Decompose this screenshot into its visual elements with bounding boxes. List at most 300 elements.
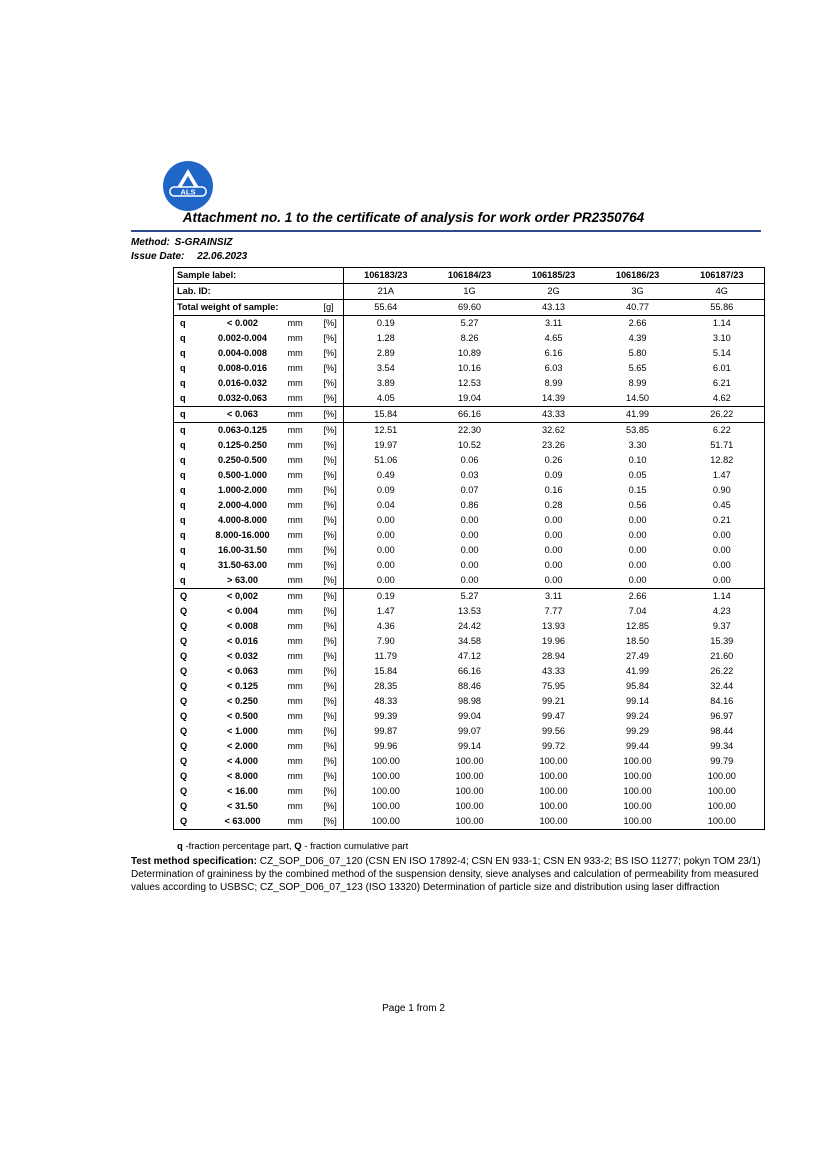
value-cell: 6.03 (544, 363, 563, 373)
fraction-type: Q (180, 606, 188, 616)
fraction-row (174, 649, 765, 664)
spec-text: CZ_SOP_D06_07_120 (CSN EN ISO 17892-4; CSN EN 933-1; CSN EN 933-2; BS ISO 11277; pokyn TOM 23/1) Determination of graininess by the combined method of the suspension density, sieve analyses and calculation of permeability from measured values according to USBSC; CZ_SOP_D06_07_123 (ISO 13320) Determination of particle size and distribution using laser diffraction (131, 856, 761, 893)
fraction-range: 0.125-0.250 (217, 440, 268, 450)
fraction-range: < 8.000 (227, 771, 258, 781)
value-cell: 7.04 (628, 606, 647, 616)
sample-label-cell: 106184/23 (447, 270, 492, 280)
logo-text: ALS (180, 187, 196, 197)
fraction-type: q (180, 545, 186, 555)
value-cell: 4.65 (544, 333, 563, 343)
value-cell: 8.26 (460, 333, 479, 343)
value-cell: 0.00 (460, 530, 479, 540)
percent-unit: [%] (320, 361, 344, 376)
value-cell: 22.30 (428, 423, 512, 439)
percent-unit: [%] (320, 346, 344, 361)
value-cell: 0.00 (376, 515, 395, 525)
fraction-type: q (180, 455, 186, 465)
sample-label-cell: 106183/23 (364, 270, 408, 280)
fraction-type: q (180, 348, 186, 358)
lab-id-row (174, 284, 765, 300)
fraction-type: q (174, 423, 202, 439)
value-cell: 19.04 (458, 393, 482, 403)
als-logo (162, 160, 214, 212)
percent-unit: [%] (320, 407, 344, 423)
value-cell: 98.44 (710, 726, 734, 736)
fraction-range: 0.250-0.500 (217, 455, 268, 465)
fraction-row (174, 589, 765, 605)
fraction-row (174, 814, 765, 830)
value-cell: 41.99 (626, 666, 650, 676)
percent-unit: [%] (320, 498, 344, 513)
value-cell: 3.11 (512, 316, 596, 332)
issue-date-line (131, 251, 247, 262)
fraction-unit: mm (287, 455, 303, 465)
fraction-range: 0.500-1.000 (217, 470, 268, 480)
fraction-type: Q (180, 801, 188, 811)
percent-unit: [%] (320, 589, 344, 605)
value-cell: 3.10 (712, 333, 731, 343)
sample-label-heading: Sample label: (174, 268, 344, 284)
fraction-range: < 1.000 (227, 726, 258, 736)
value-cell: 4.62 (712, 393, 731, 403)
fraction-range: < 0.063 (227, 666, 258, 676)
fraction-unit: mm (287, 771, 303, 781)
grain-size-table (173, 267, 765, 830)
value-cell: 12.85 (626, 621, 650, 631)
value-cell: 100.00 (455, 816, 484, 826)
percent-unit: [%] (320, 634, 344, 649)
percent-unit: [%] (320, 331, 344, 346)
value-cell: 0.00 (712, 560, 731, 570)
fraction-row (174, 664, 765, 679)
value-cell: 100.00 (539, 801, 568, 811)
fraction-row (174, 558, 765, 573)
value-cell: 0.10 (628, 455, 647, 465)
value-cell: 0.00 (544, 560, 563, 570)
fraction-row (174, 498, 765, 513)
value-cell: 99.34 (710, 741, 734, 751)
value-cell: 100.00 (623, 786, 652, 796)
fraction-unit: mm (287, 756, 303, 766)
value-cell: 7.77 (544, 606, 563, 616)
fraction-unit: mm (287, 333, 303, 343)
fraction-unit: mm (287, 681, 303, 691)
fraction-unit: mm (287, 545, 303, 555)
legend-q-text: -fraction percentage part, (182, 841, 295, 852)
fraction-type: q (180, 378, 186, 388)
fraction-type: Q (180, 636, 188, 646)
value-cell: 1.28 (376, 333, 395, 343)
value-cell: 15.39 (710, 636, 734, 646)
total-weight-row (174, 300, 765, 316)
value-cell: 100.00 (707, 801, 736, 811)
value-cell: 1.14 (680, 316, 765, 332)
fraction-range: < 0.004 (227, 606, 258, 616)
value-cell: 51.06 (374, 455, 398, 465)
value-cell: 100.00 (539, 816, 568, 826)
fraction-type: Q (180, 651, 188, 661)
fraction-range: < 16.00 (227, 786, 258, 796)
value-cell: 0.00 (628, 515, 647, 525)
fraction-row (174, 799, 765, 814)
percent-unit: [%] (320, 483, 344, 498)
fraction-unit: mm (287, 816, 303, 826)
value-cell: 0.04 (376, 500, 395, 510)
value-cell: 12.53 (458, 378, 482, 388)
percent-unit: [%] (320, 709, 344, 724)
total-weight-unit: [g] (320, 300, 344, 316)
fraction-range: > 63.00 (227, 575, 258, 585)
value-cell: 100.00 (623, 771, 652, 781)
value-cell: 0.03 (460, 470, 479, 480)
percent-unit: [%] (320, 754, 344, 769)
fraction-range: 0.004-0.008 (217, 348, 268, 358)
value-cell: 14.50 (626, 393, 650, 403)
value-cell: 2.66 (596, 316, 680, 332)
fraction-range: < 0.063 (202, 407, 284, 423)
fraction-range: 0.008-0.016 (217, 363, 268, 373)
percent-unit: [%] (320, 438, 344, 453)
value-cell: 88.46 (458, 681, 482, 691)
fraction-type: Q (180, 681, 188, 691)
fraction-row (174, 361, 765, 376)
fraction-unit: mm (287, 711, 303, 721)
sample-label-cell: 106186/23 (615, 270, 660, 280)
fraction-type: q (180, 575, 186, 585)
fraction-type: Q (180, 621, 188, 631)
method-value: S-GRAINSIZ (174, 237, 233, 248)
fraction-unit: mm (287, 363, 303, 373)
value-cell: 99.04 (458, 711, 482, 721)
value-cell: 100.00 (707, 786, 736, 796)
fraction-range: < 0.016 (227, 636, 258, 646)
percent-unit: [%] (320, 784, 344, 799)
percent-unit: [%] (320, 316, 344, 332)
value-cell: 41.99 (596, 407, 680, 423)
value-cell: 0.00 (544, 575, 563, 585)
fraction-row (174, 528, 765, 543)
value-cell: 5.80 (628, 348, 647, 358)
value-cell: 99.14 (626, 696, 650, 706)
value-cell: 19.96 (542, 636, 566, 646)
value-cell: 0.00 (376, 530, 395, 540)
value-cell: 12.82 (710, 455, 734, 465)
value-cell: 2.66 (596, 589, 680, 605)
value-cell: 0.00 (628, 530, 647, 540)
fraction-unit: mm (287, 530, 303, 540)
fraction-unit: mm (287, 801, 303, 811)
method-line (131, 237, 232, 248)
value-cell: 0.16 (544, 485, 563, 495)
value-cell: 100.00 (371, 816, 400, 826)
fraction-row (174, 438, 765, 453)
lab-id-cell: 2G (512, 284, 596, 300)
value-cell: 13.93 (542, 621, 566, 631)
value-cell: 100.00 (455, 786, 484, 796)
fraction-row (174, 453, 765, 468)
value-cell: 0.90 (712, 485, 731, 495)
value-cell: 6.22 (680, 423, 765, 439)
value-cell: 66.16 (458, 666, 482, 676)
value-cell: 0.00 (628, 560, 647, 570)
fraction-unit: mm (287, 500, 303, 510)
value-cell: 23.26 (542, 440, 566, 450)
fraction-unit: mm (287, 621, 303, 631)
fraction-row (174, 604, 765, 619)
value-cell: 12.51 (344, 423, 428, 439)
total-weight-cell: 43.13 (512, 300, 596, 316)
fraction-type: Q (174, 589, 202, 605)
value-cell: 0.09 (544, 470, 563, 480)
value-cell: 100.00 (371, 771, 400, 781)
value-cell: 99.47 (542, 711, 566, 721)
value-cell: 66.16 (428, 407, 512, 423)
value-cell: 0.00 (628, 575, 647, 585)
fraction-type: q (180, 485, 186, 495)
fraction-range: < 0.125 (227, 681, 258, 691)
fraction-row (174, 709, 765, 724)
value-cell: 99.44 (626, 741, 650, 751)
value-cell: 100.00 (707, 771, 736, 781)
fraction-row (174, 407, 765, 423)
value-cell: 99.39 (374, 711, 398, 721)
fraction-unit: mm (284, 316, 320, 332)
value-cell: 99.14 (458, 741, 482, 751)
fraction-range: 0.032-0.063 (217, 393, 268, 403)
value-cell: 5.27 (428, 316, 512, 332)
total-weight-heading: Total weight of sample: (174, 300, 320, 316)
value-cell: 0.00 (460, 545, 479, 555)
fraction-unit: mm (287, 575, 303, 585)
value-cell: 99.79 (710, 756, 734, 766)
fraction-type: q (180, 500, 186, 510)
fraction-row (174, 423, 765, 439)
fraction-row (174, 483, 765, 498)
legend (177, 841, 408, 852)
value-cell: 100.00 (623, 756, 652, 766)
percent-unit: [%] (320, 391, 344, 407)
fraction-range: 0.063-0.125 (202, 423, 284, 439)
fraction-type: q (174, 407, 202, 423)
fraction-row (174, 784, 765, 799)
fraction-range: < 63.000 (224, 816, 261, 826)
fraction-row (174, 679, 765, 694)
fraction-unit: mm (287, 515, 303, 525)
fraction-unit: mm (287, 470, 303, 480)
value-cell: 96.97 (710, 711, 734, 721)
value-cell: 8.99 (628, 378, 647, 388)
value-cell: 0.00 (544, 545, 563, 555)
percent-unit: [%] (320, 468, 344, 483)
value-cell: 100.00 (623, 816, 652, 826)
fraction-unit: mm (287, 378, 303, 388)
fraction-range: 0.016-0.032 (217, 378, 268, 388)
value-cell: 32.44 (710, 681, 734, 691)
total-weight-cell: 55.86 (680, 300, 765, 316)
percent-unit: [%] (320, 739, 344, 754)
page-number: Page 1 from 2 (382, 1003, 445, 1014)
method-label: Method: (131, 237, 170, 248)
percent-unit: [%] (320, 543, 344, 558)
percent-unit: [%] (320, 694, 344, 709)
fraction-range: < 0.250 (227, 696, 258, 706)
value-cell: 6.16 (544, 348, 563, 358)
value-cell: 10.52 (458, 440, 482, 450)
issue-date-value: 22.06.2023 (197, 251, 248, 262)
value-cell: 0.00 (712, 530, 731, 540)
fraction-type: q (180, 440, 186, 450)
fraction-unit: mm (287, 393, 303, 403)
value-cell: 34.58 (458, 636, 482, 646)
value-cell: 15.84 (344, 407, 428, 423)
fraction-row (174, 754, 765, 769)
fraction-type: Q (180, 741, 188, 751)
total-weight-cell: 69.60 (428, 300, 512, 316)
value-cell: 3.89 (376, 378, 395, 388)
value-cell: 26.22 (710, 666, 734, 676)
value-cell: 0.09 (376, 485, 395, 495)
sample-label-cell: 106187/23 (700, 270, 744, 280)
percent-unit: [%] (320, 453, 344, 468)
lab-id-cell: 1G (428, 284, 512, 300)
document-title: Attachment no. 1 to the certificate of analysis for work order PR2350764 (182, 210, 645, 225)
value-cell: 0.28 (544, 500, 563, 510)
value-cell: 99.96 (374, 741, 398, 751)
value-cell: 1.47 (712, 470, 731, 480)
value-cell: 0.00 (544, 515, 563, 525)
percent-unit: [%] (320, 619, 344, 634)
fraction-type: Q (180, 666, 188, 676)
fraction-range: < 31.50 (227, 801, 258, 811)
fraction-row (174, 331, 765, 346)
percent-unit: [%] (320, 814, 344, 830)
fraction-unit: mm (284, 589, 320, 605)
value-cell: 0.05 (628, 470, 647, 480)
value-cell: 8.99 (544, 378, 563, 388)
value-cell: 53.85 (596, 423, 680, 439)
fraction-type: Q (180, 696, 188, 706)
value-cell: 24.42 (458, 621, 482, 631)
lab-id-heading: Lab. ID: (174, 284, 344, 300)
value-cell: 100.00 (623, 801, 652, 811)
percent-unit: [%] (320, 558, 344, 573)
value-cell: 0.19 (344, 316, 428, 332)
value-cell: 75.95 (542, 681, 566, 691)
title-rule (131, 230, 761, 232)
value-cell: 48.33 (374, 696, 398, 706)
fraction-row (174, 468, 765, 483)
fraction-type: q (174, 316, 202, 332)
value-cell: 7.90 (376, 636, 395, 646)
value-cell: 19.97 (374, 440, 398, 450)
fraction-row (174, 391, 765, 407)
fraction-range: < 0,002 (202, 589, 284, 605)
fraction-range: 0.002-0.004 (217, 333, 268, 343)
value-cell: 99.21 (542, 696, 566, 706)
value-cell: 99.29 (626, 726, 650, 736)
percent-unit: [%] (320, 604, 344, 619)
spec-label: Test method specification: (131, 856, 257, 867)
value-cell: 9.37 (712, 621, 731, 631)
value-cell: 0.00 (460, 575, 479, 585)
total-weight-cell: 40.77 (596, 300, 680, 316)
fraction-unit: mm (287, 666, 303, 676)
sample-label-cell: 106185/23 (531, 270, 576, 280)
value-cell: 100.00 (539, 786, 568, 796)
percent-unit: [%] (320, 573, 344, 589)
fraction-type: q (180, 333, 186, 343)
fraction-range: < 0.008 (227, 621, 258, 631)
value-cell: 5.65 (628, 363, 647, 373)
value-cell: 0.00 (712, 545, 731, 555)
value-cell: 0.00 (376, 560, 395, 570)
value-cell: 0.00 (376, 575, 395, 585)
fraction-row (174, 724, 765, 739)
legend-Q-text: - fraction cumulative part (301, 841, 409, 852)
fraction-type: q (180, 393, 186, 403)
percent-unit: [%] (320, 649, 344, 664)
sample-label-row (174, 268, 765, 284)
fraction-type: Q (180, 756, 188, 766)
lab-id-cell: 21A (344, 284, 428, 300)
value-cell: 15.84 (374, 666, 398, 676)
fraction-unit: mm (287, 485, 303, 495)
value-cell: 99.56 (542, 726, 566, 736)
fraction-type: Q (180, 726, 188, 736)
value-cell: 100.00 (455, 756, 484, 766)
value-cell: 28.94 (542, 651, 566, 661)
value-cell: 0.49 (376, 470, 395, 480)
legend-Q-symbol: Q (294, 841, 302, 852)
fraction-unit: mm (287, 440, 303, 450)
value-cell: 1.47 (376, 606, 395, 616)
percent-unit: [%] (320, 679, 344, 694)
fraction-unit: mm (284, 407, 320, 423)
fraction-unit: mm (287, 636, 303, 646)
value-cell: 10.89 (458, 348, 482, 358)
fraction-row (174, 619, 765, 634)
fraction-row (174, 769, 765, 784)
fraction-unit: mm (287, 606, 303, 616)
fraction-type: Q (180, 771, 188, 781)
value-cell: 0.86 (460, 500, 479, 510)
fraction-unit: mm (287, 651, 303, 661)
value-cell: 0.06 (460, 455, 479, 465)
fraction-type: Q (180, 786, 188, 796)
value-cell: 99.24 (626, 711, 650, 721)
value-cell: 4.23 (712, 606, 731, 616)
value-cell: 99.07 (458, 726, 482, 736)
value-cell: 0.21 (712, 515, 731, 525)
value-cell: 3.30 (628, 440, 647, 450)
value-cell: 0.00 (376, 545, 395, 555)
fraction-unit: mm (287, 786, 303, 796)
value-cell: 2.89 (376, 348, 395, 358)
value-cell: 11.79 (374, 651, 397, 661)
fraction-row (174, 739, 765, 754)
fraction-type: q (180, 530, 186, 540)
value-cell: 21.60 (710, 651, 734, 661)
value-cell: 100.00 (539, 771, 568, 781)
value-cell: 0.00 (460, 515, 479, 525)
legend-q-symbol: q (177, 841, 183, 852)
percent-unit: [%] (320, 528, 344, 543)
fraction-range: 4.000-8.000 (217, 515, 268, 525)
value-cell: 3.11 (512, 589, 596, 605)
value-cell: 100.00 (371, 756, 400, 766)
value-cell: 32.62 (512, 423, 596, 439)
value-cell: 47.12 (458, 651, 482, 661)
